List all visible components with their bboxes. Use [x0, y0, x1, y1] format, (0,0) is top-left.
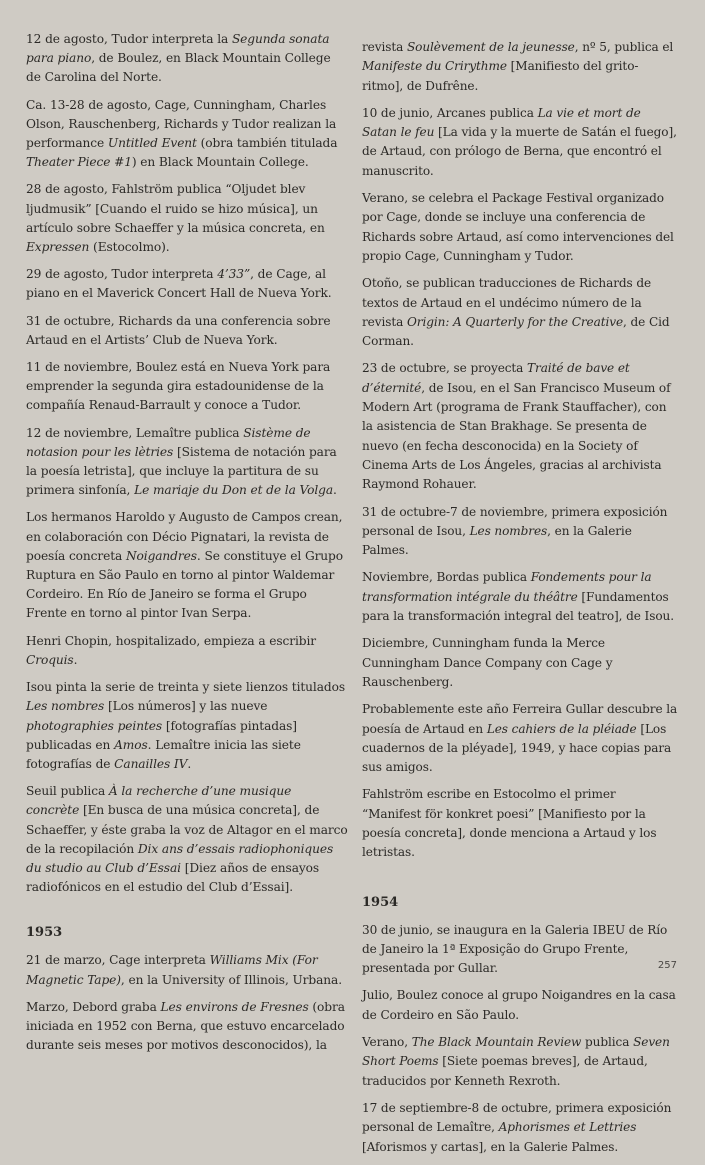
entry-text: [Siete poemas breves], de Artaud, traducidos por Kenneth Rexroth. — [362, 1054, 648, 1088]
entry-text: [Fundamentos para la transformación integral del teatro], de Isou. — [362, 589, 674, 624]
italic-title: À la recherche d’une musique concrète — [26, 784, 292, 818]
chronology-entry — [362, 189, 678, 266]
entry-text: Diciembre, Cunningham funda la Merce Cunningham Dance Company con Cage y Rauschenberg. — [362, 636, 613, 689]
entry-text: 29 de agosto, Tudor interpreta — [26, 267, 218, 282]
entry-text: (Estocolmo). — [89, 240, 170, 255]
entry-text: , de Isou, en el San Francisco Museum of Modern Art (programa de Frank Stauffacher), con la asistencia de Stan Brakhage. Se presenta de nuevo (en fecha desconocida) en la Society of Cinema Arts de Los Ángeles, gracias al archivista Raymond Rohauer. — [362, 380, 671, 492]
left-column — [26, 30, 348, 1063]
chronology-entry — [362, 700, 678, 777]
chronology-entry — [362, 785, 678, 862]
entry-text: (obra también titulada — [196, 136, 338, 151]
chronology-entry — [362, 921, 678, 979]
italic-title: Manifeste du Crirythme — [362, 59, 507, 74]
entry-text: [Los números] y las nueve — [104, 699, 268, 714]
entry-text: (obra iniciada en 1952 con Berna, que estuvo encarcelado durante seis meses por motivos desconocidos), la — [26, 999, 345, 1053]
chronology-entry — [26, 424, 348, 501]
entry-text: . Se constituye el Grupo Ruptura en São Paulo en torno al pintor Waldemar Cordeiro. En Río de Janeiro se forma el Grupo Frente en torno al pintor Ivan Serpa. — [26, 548, 343, 621]
entry-text: 23 de octubre, se proyecta — [362, 361, 528, 376]
chronology-entry — [26, 782, 348, 897]
chronology-entry — [26, 632, 348, 670]
italic-title: Dix ans d’essais radiophoniques du studio au Club d’Essai — [26, 841, 334, 875]
chronology-entry — [26, 30, 348, 88]
entry-text: Verano, — [362, 1035, 412, 1050]
italic-title: Aphorismes et Lettries — [498, 1120, 637, 1135]
chronology-entry — [362, 38, 678, 96]
chronology-entry — [362, 1099, 678, 1157]
chronology-entry — [26, 358, 348, 416]
entry-text: [La vida y la muerte de Satán el fuego], de Artaud, con prólogo de Berna, que encontró el manuscrito. — [362, 125, 677, 178]
entry-text: , de Cid Corman. — [362, 314, 670, 349]
year-heading: 1954 — [362, 894, 399, 910]
chronology-entry — [26, 265, 348, 303]
italic-title: Expressen — [26, 240, 90, 255]
entry-text: [Los cuadernos de la pléyade], 1949, y hace copias para sus amigos. — [362, 721, 672, 775]
entry-text: 31 de octubre, Richards da una conferencia sobre Artaud en el Artists’ Club de Nueva York. — [26, 313, 331, 347]
entry-text: 30 de junio, se inaugura en la Galeria IBEU de Río de Janeiro la 1ª Exposição do Grupo Frente, presentada por Gullar. — [362, 922, 668, 976]
entry-text: Seuil publica — [26, 784, 109, 799]
chronology-entry — [362, 104, 678, 181]
italic-title: Segunda sonata para piano — [26, 32, 330, 66]
chronology-entry — [26, 180, 348, 257]
chronology-entry — [26, 312, 348, 350]
entry-text: [Sistema de notación para la poesía letrista], que incluye la partitura de su primera sinfonía, — [26, 444, 337, 498]
entry-text: Otoño, se publican traducciones de Richards de textos de Artaud en el undécimo número de la revista — [362, 276, 652, 329]
italic-title: Canailles IV — [114, 756, 188, 771]
entry-text: Isou pinta la serie de treinta y siete lienzos titulados — [26, 680, 345, 695]
entry-text: , en la Galerie Palmes. — [362, 523, 632, 558]
italic-title: Amos — [114, 737, 148, 752]
entry-text: . — [333, 483, 337, 498]
entry-text: 21 de marzo, Cage interpreta — [26, 953, 210, 968]
entry-text: . Lemaître inicia las siete fotografías de — [26, 737, 301, 771]
chronology-entry — [26, 508, 348, 623]
entry-text: . — [187, 756, 192, 771]
year-heading: 1953 — [26, 925, 63, 941]
right-column — [362, 38, 678, 1165]
entry-text: Probablemente este año Ferreira Gullar descubre la poesía de Artaud en — [362, 702, 678, 736]
entry-text: Los hermanos Haroldo y Augusto de Campos crean, en colaboración con Décio Pignatari, la revista de poesía concreta — [26, 510, 343, 563]
italic-title: Les nombres — [26, 699, 105, 714]
entry-text: Fahlström escribe en Estocolmo el primer “Manifest för konkret poesi” [Manifiesto por la poesía concreta], donde menciona a Artaud y los letristas. — [362, 787, 657, 860]
entry-text: publica — [581, 1035, 634, 1050]
italic-title: Noigandres — [125, 548, 197, 563]
chronology-entry — [362, 634, 678, 692]
chronology-entry — [26, 678, 348, 774]
entry-text: revista — [362, 40, 407, 54]
entry-text: . — [73, 652, 78, 667]
italic-title: Les nombres — [469, 523, 548, 538]
entry-text: Marzo, Debord graba — [26, 999, 161, 1014]
italic-title: Soulèvement de la jeunesse — [406, 40, 575, 54]
entry-text: Noviembre, Bordas publica — [362, 570, 531, 585]
chronology-entry — [26, 998, 348, 1056]
entry-text: , de Cage, al piano en el Maverick Concert Hall de Nueva York. — [26, 267, 332, 301]
italic-title: Les environs de Fresnes — [160, 999, 309, 1014]
entry-text: Verano, se celebra el Package Festival organizado por Cage, donde se incluye una conferencia de Richards sobre Artaud, así como intervenciones del propio Cage, Cunningham y Tudor. — [362, 191, 674, 263]
entry-text: 28 de agosto, Fahlström publica “Oljudet blev ljudmusik” [Cuando el ruido se hizo música], un artículo sobre Schaeffer y la música concreta, en — [26, 182, 325, 235]
chronology-entry — [362, 1033, 678, 1091]
chronology-entry — [26, 96, 348, 173]
entry-text: [Manifiesto del grito-ritmo], de Dufrêne. — [362, 59, 639, 93]
italic-title: Traité de bave et d’éternité — [362, 361, 630, 395]
italic-title: Croquis — [26, 652, 74, 667]
entry-text: [En busca de una música concreta], de Schaeffer, y éste graba la voz de Altagor en el marco de la recopilación — [26, 803, 348, 856]
chronology-entry — [362, 274, 678, 351]
italic-title: 4’33” — [217, 267, 251, 282]
italic-title: La vie et mort de Satan le feu — [362, 105, 641, 140]
entry-text: , en la University of Illinois, Urbana. — [120, 972, 342, 987]
italic-title: Untitled Event — [107, 136, 197, 151]
chronology-entry — [362, 986, 678, 1025]
entry-text: , nº 5, publica el — [574, 40, 674, 54]
entry-text: [Diez años de ensayos radiofónicos en el estudio del Club d’Essai]. — [26, 860, 320, 895]
chronology-entry — [362, 359, 678, 494]
italic-title: photographies peintes — [26, 718, 163, 733]
entry-text: Henri Chopin, hospitalizado, empieza a escribir — [26, 633, 316, 648]
page-number: 257 — [657, 960, 677, 971]
entry-text: , de Boulez, en Black Mountain College de Carolina del Norte. — [26, 51, 331, 85]
chronology-entry — [26, 951, 348, 989]
italic-title: Le mariaje du Don et de la Volga — [134, 483, 333, 498]
entry-text: 12 de noviembre, Lemaître publica — [26, 425, 244, 440]
italic-title: Sistème de notasion pour les lètries — [26, 425, 311, 459]
entry-text: 17 de septiembre-8 de octubre, primera exposición personal de Lemaître, — [362, 1100, 672, 1135]
italic-title: The Black Mountain Review — [411, 1035, 582, 1050]
italic-title: Theater Piece #1 — [26, 155, 132, 170]
entry-text: ) en Black Mountain College. — [131, 155, 309, 170]
italic-title: Fondements pour la transformation intégrale du théâtre — [362, 570, 652, 604]
entry-text: Ca. 13-28 de agosto, Cage, Cunningham, Charles Olson, Rauschenberg, Richards y Tudor realizan la performance — [26, 97, 337, 151]
entry-text: 12 de agosto, Tudor interpreta la — [26, 32, 232, 46]
entry-text: Julio, Boulez conoce al grupo Noigandres en la casa de Cordeiro en São Paulo. — [362, 988, 676, 1022]
italic-title: Williams Mix (For Magnetic Tape) — [26, 953, 318, 987]
italic-title: Origin: A Quarterly for the Creative — [406, 314, 624, 329]
entry-text: [Aforismos y cartas], en la Galerie Palmes. — [362, 1139, 619, 1154]
italic-title: Seven Short Poems — [362, 1035, 670, 1069]
entry-text: 31 de octubre-7 de noviembre, primera exposición personal de Isou, — [362, 504, 668, 538]
chronology-entry — [362, 568, 678, 626]
entry-text: 10 de junio, Arcanes publica — [362, 105, 538, 120]
chronology-entry — [362, 503, 678, 561]
entry-text: [fotografías pintadas] publicadas en — [26, 718, 297, 752]
entry-text: 11 de noviembre, Boulez está en Nueva York para emprender la segunda gira estadounidense de la compañía Renaud-Barrault y conoce a Tudor. — [26, 360, 331, 413]
italic-title: Les cahiers de la pléiade — [486, 721, 637, 736]
